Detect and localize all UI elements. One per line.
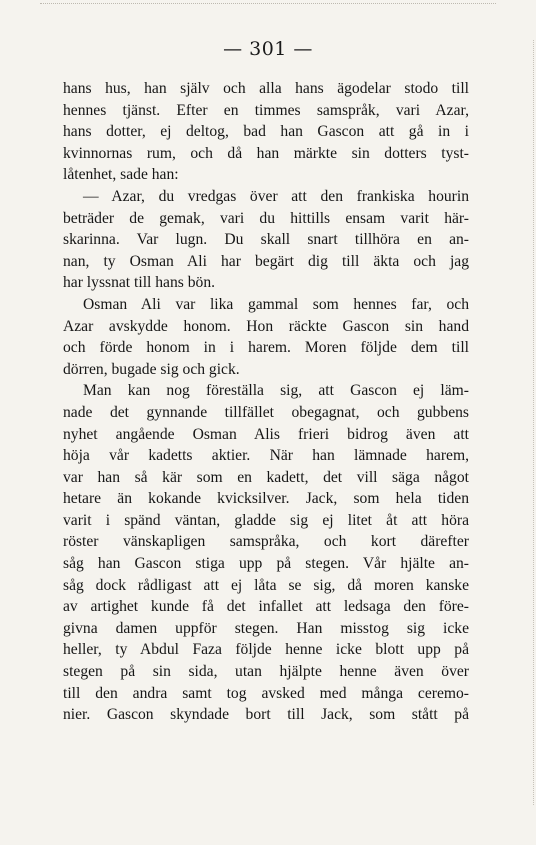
text-line: givna damen uppför stegen. Han misstog sig icke <box>63 619 469 637</box>
text-line: skarinna. Var lugn. Du skall snart tillhöra en an- <box>63 231 469 249</box>
text-line: såg han Gascon stiga upp på stegen. Vår hjälte an- <box>63 555 469 573</box>
text-line: nier. Gascon skyndade bort till Jack, som stått på <box>63 706 469 724</box>
text-line: — Azar, du vredgas över att den frankiska hourin <box>83 187 469 205</box>
text-line: heller, ty Abdul Faza följde henne icke blott upp på <box>63 641 469 659</box>
text-line: nade det gynnande tillfället obegagnat, och gubbens <box>63 403 469 421</box>
text-line: av artighet kunde få det infallet att ledsaga den före- <box>63 598 469 616</box>
text-line: beträder de gemak, vari du hittills ensam varit här- <box>63 209 469 227</box>
text-line: och förde honom in i harem. Moren följde dem till <box>63 339 469 357</box>
text-line: varit i spänd väntan, gladde sig ej litet åt att höra <box>63 511 469 529</box>
text-line: har lyssnat till hans bön. <box>63 274 216 292</box>
text-line: Osman Ali var lika gammal som hennes far, och <box>83 295 469 313</box>
text-line: hetare än kokande kvicksilver. Jack, som hela tiden <box>63 490 469 508</box>
text-line: dörren, bugade sig och gick. <box>63 360 240 378</box>
page-number: — 301 — <box>223 38 313 60</box>
text-line: till den andra samt tog avsked med många ceremo- <box>63 684 469 702</box>
text-line: hans dotter, ej deltog, bad han Gascon att gå in i <box>63 123 469 141</box>
text-line: höja vår kadetts aktier. När han lämnade harem, <box>63 447 469 465</box>
page-right-edge <box>533 40 534 805</box>
text-line: hans hus, han själv och alla hans ägodelar stodo till <box>63 80 469 97</box>
text-line: röster vänskapligen samspråka, och kort därefter <box>63 533 469 551</box>
text-line: Azar avskydde honom. Hon räckte Gascon sin hand <box>63 317 469 335</box>
text-line: såg dock rådligast att ej låta se sig, då moren kanske <box>63 576 469 594</box>
text-line: låtenhet, sade han: <box>63 166 179 184</box>
text-line: Man kan nog föreställa sig, att Gascon ej läm- <box>83 382 469 400</box>
text-line: kvinnornas rum, och då han märkte sin dotters tyst- <box>63 144 469 162</box>
body-text <box>63 78 469 726</box>
text-line: nyhet angående Osman Alis frieri bidrog även att <box>63 425 469 443</box>
text-line: nan, ty Osman Ali har begärt dig till äkta och jag <box>63 252 469 270</box>
page-top-edge <box>40 3 496 4</box>
text-line: stegen på sin sida, utan hjälpte henne även över <box>63 663 469 681</box>
text-line: var han så kär som en kadett, det vill säga något <box>63 468 469 486</box>
text-line: hennes tjänst. Efter en timmes samspråk, vari Azar, <box>63 101 469 119</box>
